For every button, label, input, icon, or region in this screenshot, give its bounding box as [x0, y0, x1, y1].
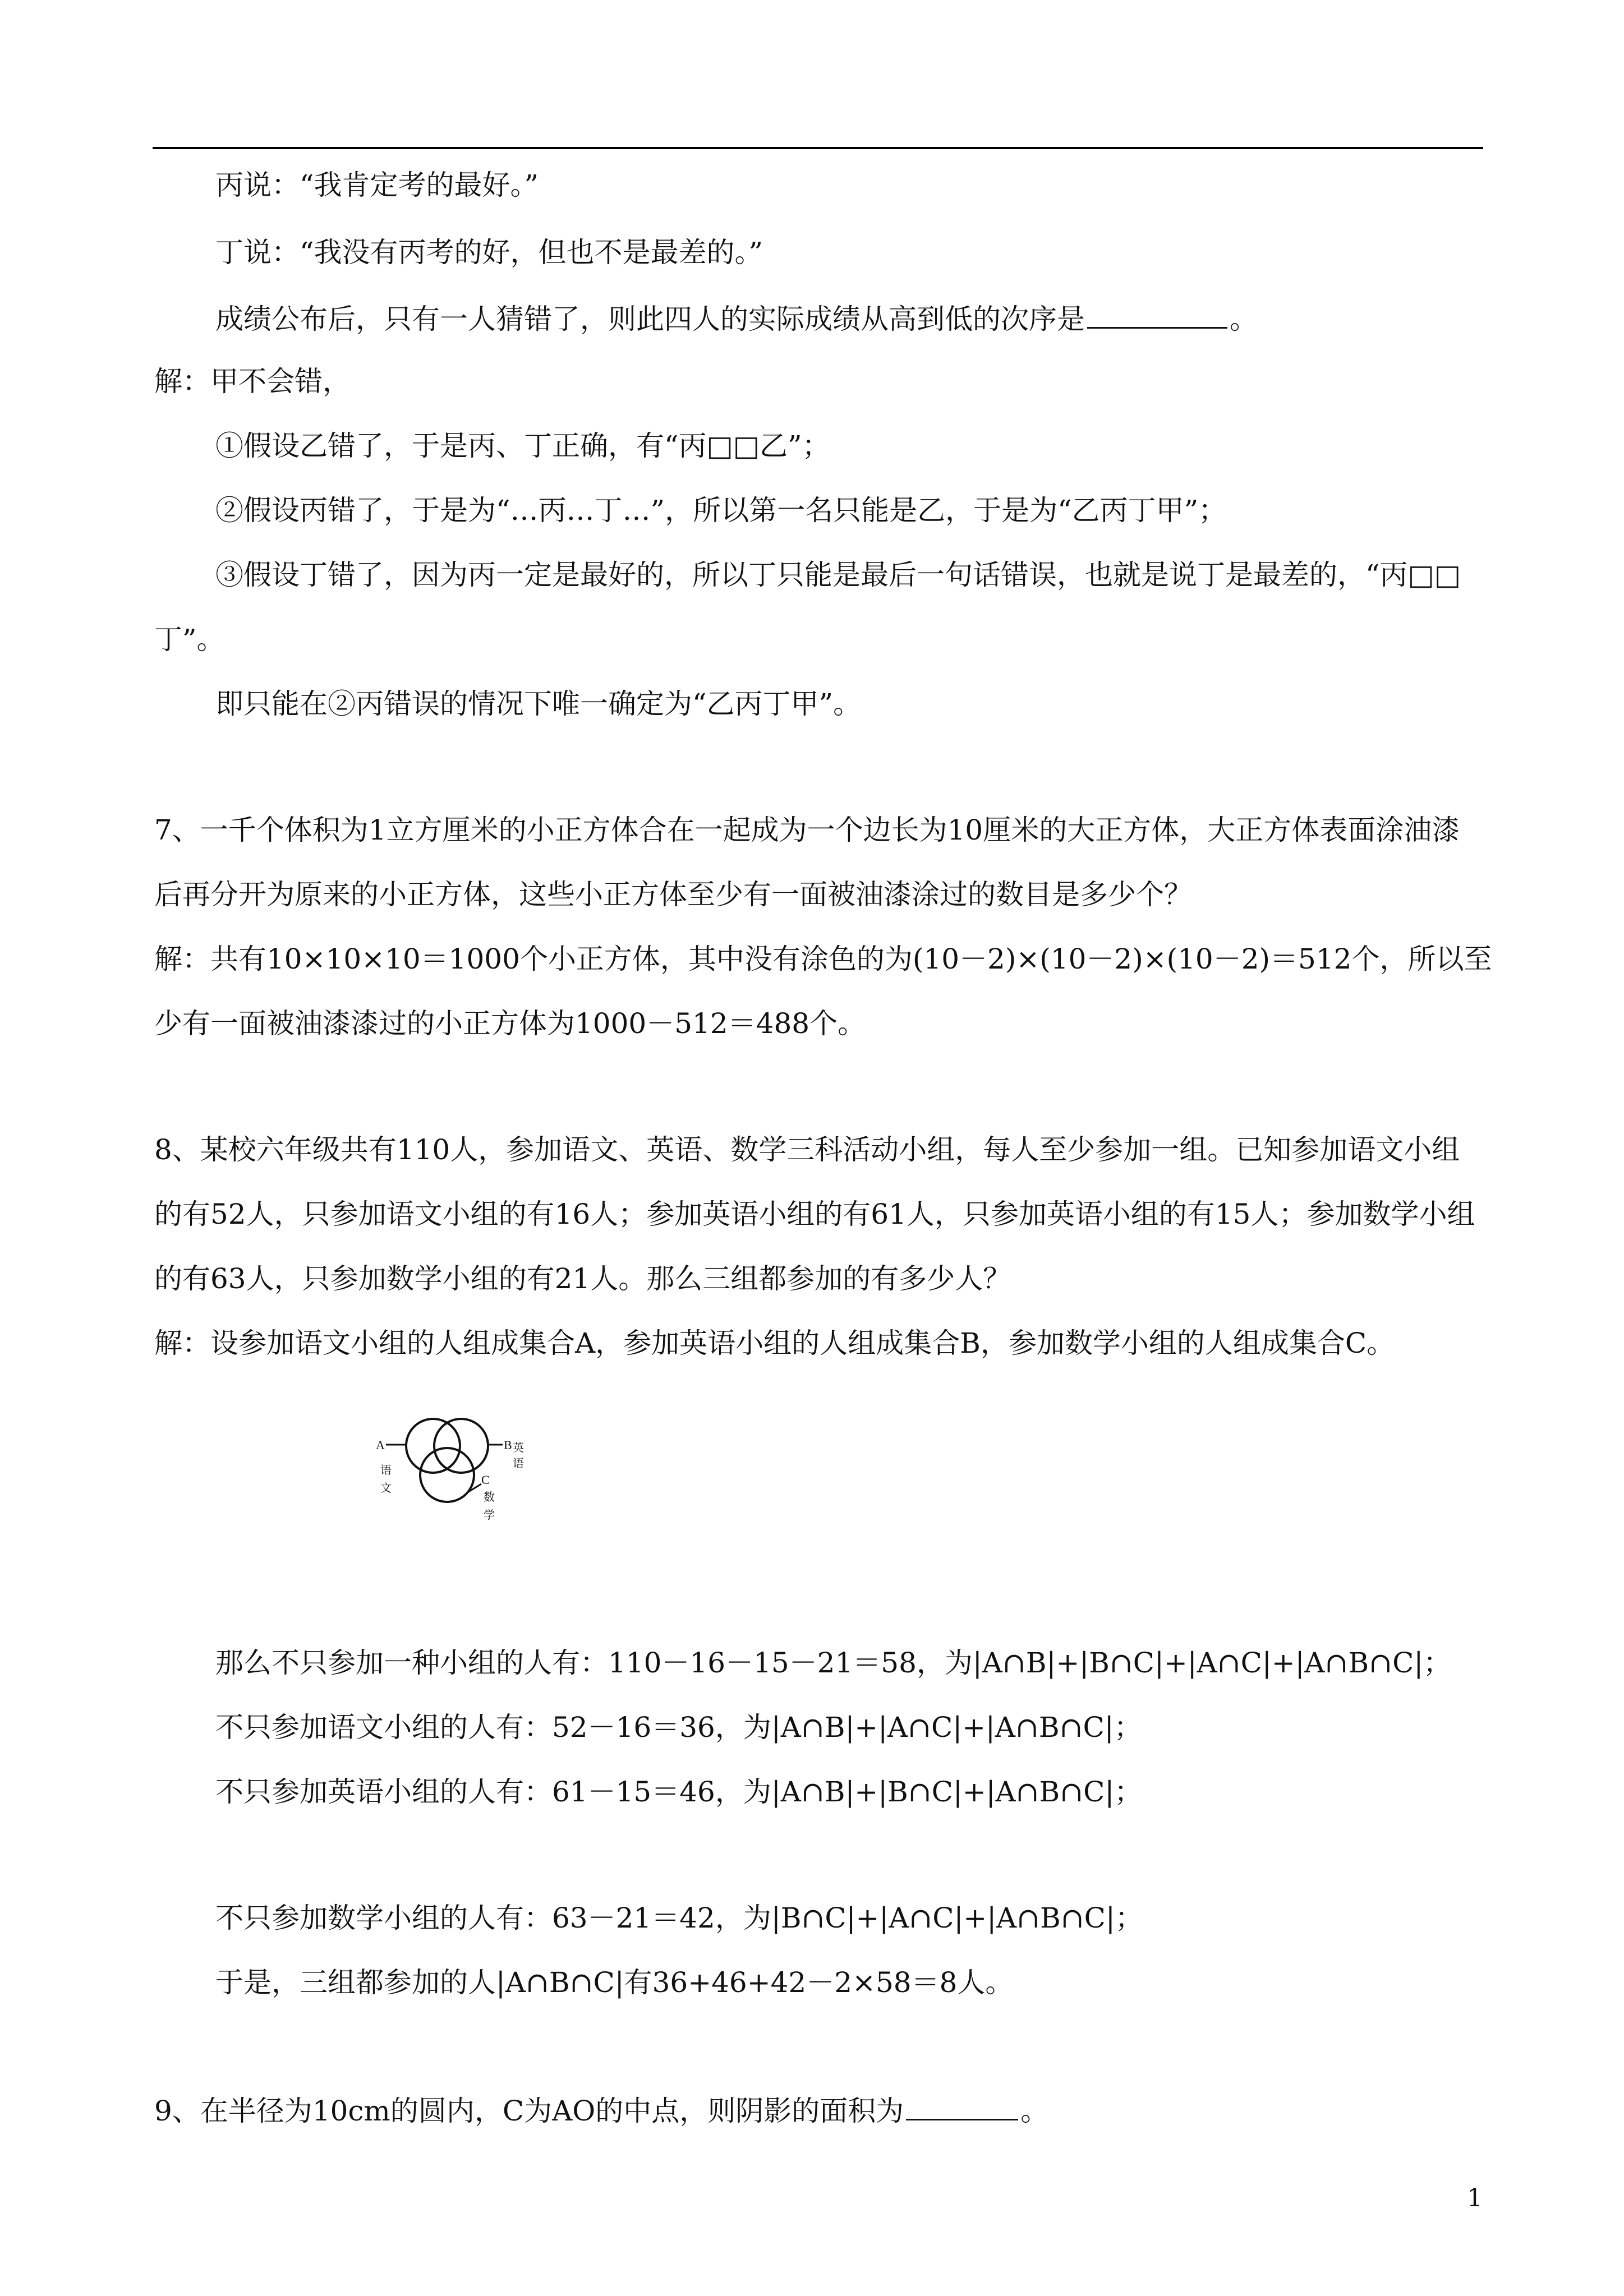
question-8-line-2: 的有52人，只参加语文小组的有16人；参加英语小组的有61人，只参加英语小组的有15人；参加数学小组: [154, 1198, 1475, 1230]
question-9: [154, 2092, 1048, 2128]
set-a-name-top: 语: [380, 1464, 392, 1477]
set-a-label: A: [376, 1438, 385, 1452]
venn-diagram: [370, 1402, 550, 1537]
set-b-name-top: 英: [513, 1442, 524, 1454]
case-one: ①假设乙错了，于是丙、丁正确，有“丙□□乙”；: [215, 430, 830, 462]
solution-step-4: 不只参加数学小组的人有：63－21＝42，为|B∩C|+|A∩C|+|A∩B∩C|；: [215, 1902, 1143, 1934]
question-7-solution-line-2: 少有一面被油漆漆过的小正方体为1000－512＝488个。: [154, 1007, 866, 1040]
text-line-result-question: [215, 300, 1258, 336]
set-c-name-top: 数: [484, 1491, 495, 1504]
header-rule: [153, 147, 1483, 149]
set-b-name-bottom: 语: [513, 1458, 524, 1470]
question-8-line-1: 8、某校六年级共有110人，参加语文、英语、数学三科活动小组，每人至少参加一组。已知参加语文小组: [154, 1133, 1460, 1166]
question-8-line-3: 的有63人，只参加数学小组的有21人。那么三组都参加的有多少人？: [154, 1262, 1011, 1295]
set-a-name-bottom: 文: [380, 1482, 392, 1495]
set-c-circle: [420, 1448, 474, 1502]
answer-blank: [1087, 300, 1227, 329]
solution-step-1: 那么不只参加一种小组的人有：110－16－15－21＝58，为|A∩B|+|B∩C|+|A∩C|+|A∩B∩C|；: [215, 1647, 1452, 1679]
result-question-text: 成绩公布后，只有一人猜错了，则此四人的实际成绩从高到低的次序是: [215, 303, 1085, 335]
question-7-line-1: 7、一千个体积为1立方厘米的小正方体合在一起成为一个边长为10厘米的大正方体，大正方体表面涂油漆: [154, 814, 1460, 846]
result-question-end: 。: [1230, 303, 1258, 335]
set-c-name-bottom: 学: [484, 1509, 495, 1522]
question-7-solution-line-1: 解：共有10×10×10＝1000个小正方体，其中没有涂色的为(10－2)×(10－2)×(10－2)＝512个，所以至: [154, 943, 1492, 975]
case-three: ③假设丁错了，因为丙一定是最好的，所以丁只能是最后一句话错误，也就是说丁是最差的，“丙□□: [215, 559, 1461, 591]
case-two: ②假设丙错了，于是为“…丙…丁…”，所以第一名只能是乙，于是为“乙丙丁甲”；: [215, 494, 1227, 527]
solution-step-2: 不只参加语文小组的人有：52－16＝36，为|A∩B|+|A∩C|+|A∩B∩C|；: [215, 1711, 1142, 1744]
question-8-solution-intro: 解：设参加语文小组的人组成集合A，参加英语小组的人组成集合B，参加数学小组的人组成集合C。: [154, 1327, 1395, 1359]
set-c-label: C: [481, 1473, 490, 1487]
case-three-continued: 丁”。: [154, 623, 225, 656]
text-line-bing-says: 丙说：“我肯定考的最好。”: [215, 169, 539, 201]
question-7-line-2: 后再分开为原来的小正方体，这些小正方体至少有一面被油漆涂过的数目是多少个？: [154, 878, 1192, 911]
set-c-pointer: [467, 1484, 481, 1493]
page-number: 1: [1467, 2184, 1483, 2212]
solution-step-5: 于是，三组都参加的人|A∩B∩C|有36+46+42－2×58＝8人。: [215, 1966, 1014, 1999]
case-conclusion: 即只能在②丙错误的情况下唯一确定为“乙丙丁甲”。: [215, 688, 862, 720]
set-b-label: B: [504, 1438, 512, 1452]
solution-intro: 解：甲不会错，: [154, 365, 351, 398]
question-9-end: 。: [1020, 2095, 1049, 2127]
solution-step-3: 不只参加英语小组的人有：61－15＝46，为|A∩B|+|B∩C|+|A∩B∩C|；: [215, 1776, 1143, 1808]
text-line-ding-says: 丁说：“我没有丙考的好，但也不是最差的。”: [215, 236, 763, 269]
question-9-text: 9、在半径为10cm的圆内，C为AO的中点，则阴影的面积为: [154, 2095, 904, 2127]
answer-blank: [906, 2092, 1018, 2120]
